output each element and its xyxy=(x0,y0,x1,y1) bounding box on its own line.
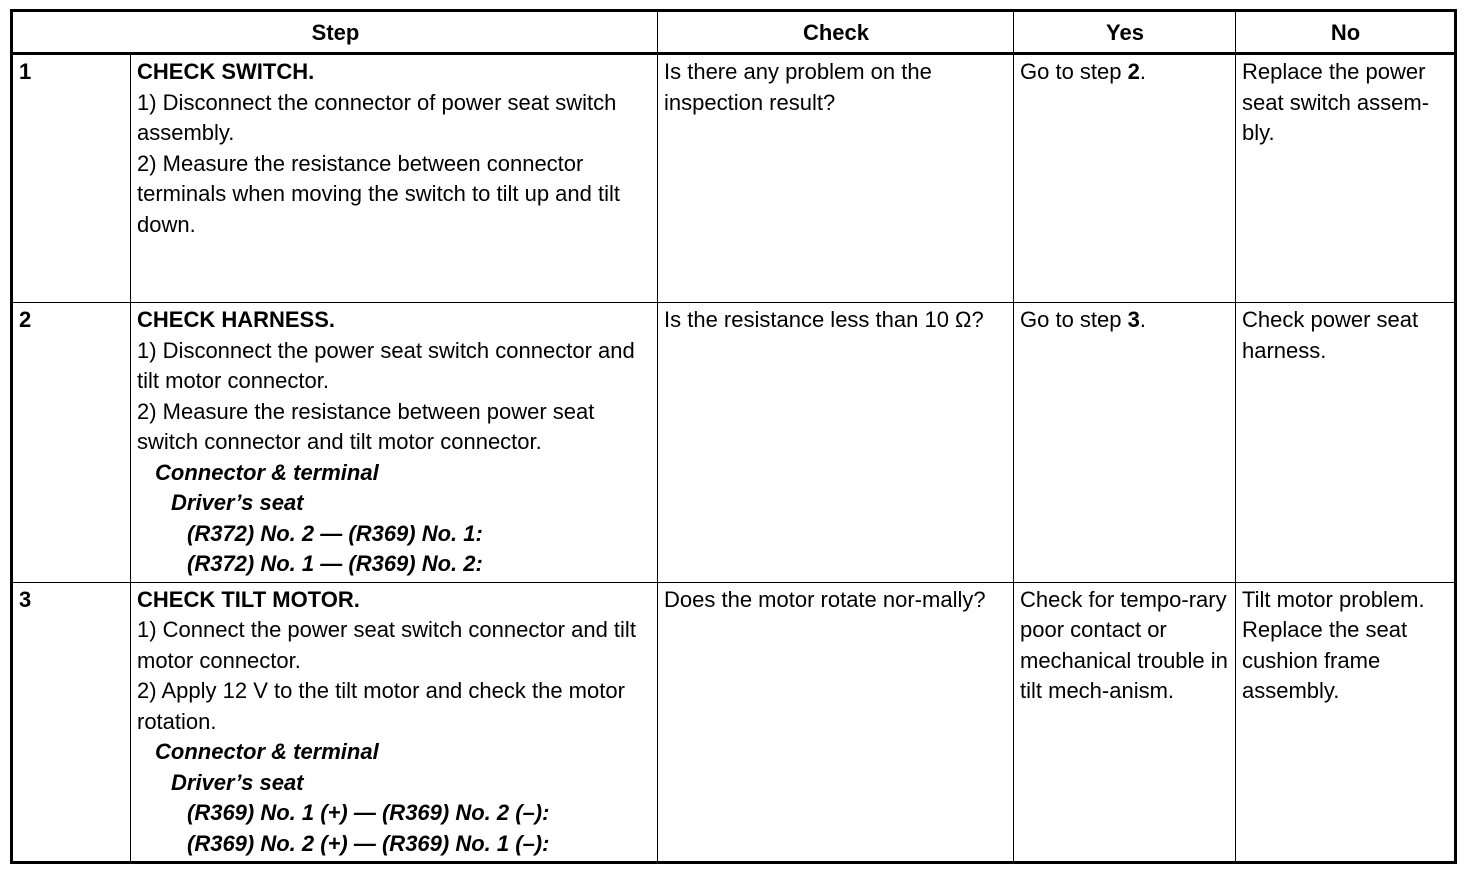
header-check: Check xyxy=(658,11,1014,54)
connector-seat: Driver’s seat xyxy=(171,769,304,795)
table-row xyxy=(12,54,1456,303)
yes-action xyxy=(1014,303,1236,583)
step-description xyxy=(131,54,658,303)
step-instruction: 1) Disconnect the connector of power seat switch assembly. xyxy=(137,89,617,145)
header-step: Step xyxy=(12,11,658,54)
step-title: CHECK SWITCH. xyxy=(137,59,315,84)
connector-heading: Connector & terminal xyxy=(155,739,379,764)
step-description xyxy=(131,582,658,863)
step-title: CHECK HARNESS. xyxy=(137,307,336,332)
step-title: CHECK TILT MOTOR. xyxy=(137,586,360,612)
check-question: Is there any problem on the inspection result? xyxy=(658,54,1014,303)
yes-action xyxy=(1014,582,1236,863)
table-row xyxy=(12,582,1456,863)
table-row xyxy=(12,303,1456,583)
yes-step-ref: 2 xyxy=(1127,59,1140,84)
connector-seat: Driver’s seat xyxy=(171,490,304,515)
header-row xyxy=(12,11,1456,54)
yes-step-ref: 3 xyxy=(1127,307,1140,332)
step-number: 1 xyxy=(12,54,131,303)
step-instruction: 1) Disconnect the power seat switch connector and tilt motor connector. xyxy=(137,337,635,393)
diagnostic-table xyxy=(10,9,1457,864)
connector-terminal: (R372) No. 1 — (R369) No. 2: xyxy=(187,551,483,576)
step-number: 2 xyxy=(12,303,131,583)
step-number: 3 xyxy=(12,582,131,863)
connector-heading: Connector & terminal xyxy=(155,459,379,485)
header-yes: Yes xyxy=(1014,11,1236,54)
step-instruction: 2) Measure the resistance between power seat switch connector and tilt motor connector. xyxy=(137,398,595,454)
step-instruction: 1) Connect the power seat switch connector and tilt motor connector. xyxy=(137,617,636,673)
step-instruction: 2) Measure the resistance between connector terminals when moving the switch to tilt up and tilt down. xyxy=(137,150,621,237)
no-action: Replace the power seat switch assem-bly. xyxy=(1236,54,1456,303)
yes-action xyxy=(1014,54,1236,303)
connector-terminal: (R369) No. 1 (+) — (R369) No. 2 (–): xyxy=(187,800,550,825)
no-action: Check power seat harness. xyxy=(1236,303,1456,583)
yes-text: Go to step xyxy=(1020,59,1128,84)
header-no: No xyxy=(1236,11,1456,54)
yes-suffix: . xyxy=(1139,307,1146,332)
yes-suffix: . xyxy=(1139,59,1146,84)
step-description xyxy=(131,303,658,583)
no-action: Tilt motor problem. Replace the seat cushion frame assembly. xyxy=(1236,582,1456,863)
connector-terminal: (R372) No. 2 — (R369) No. 1: xyxy=(187,520,483,546)
yes-text: Check for tempo-rary poor contact or mechanical trouble in tilt mech-anism. xyxy=(1020,586,1228,703)
connector-terminal: (R369) No. 2 (+) — (R369) No. 1 (–): xyxy=(187,830,550,856)
step-instruction: 2) Apply 12 V to the tilt motor and check the motor rotation. xyxy=(137,678,625,734)
check-question: Does the motor rotate nor-mally? xyxy=(658,582,1014,863)
yes-text: Go to step xyxy=(1020,307,1128,332)
check-question: Is the resistance less than 10 Ω? xyxy=(658,303,1014,583)
